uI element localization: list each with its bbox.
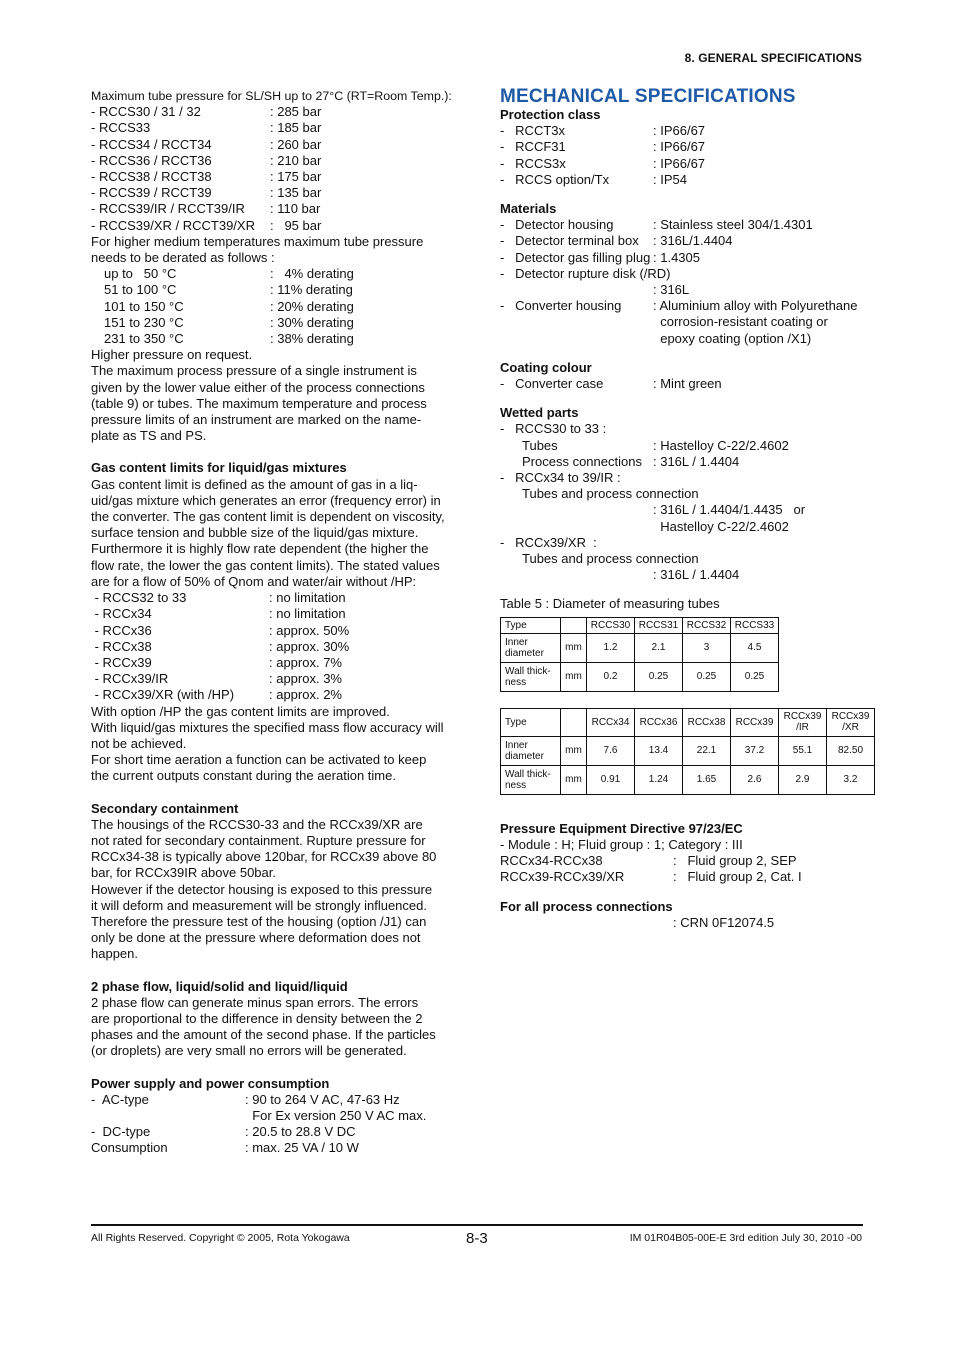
wetted-row-value: : 316L / 1.4404/1.4435 or: [653, 502, 806, 518]
material-row-key: - Detector rupture disk (/RD): [500, 265, 671, 281]
protection-list: [500, 123, 880, 188]
pressure-row: [91, 120, 471, 136]
material-row: [500, 298, 880, 314]
derating-row-value: : 30% derating: [270, 314, 354, 330]
protection-row: [500, 139, 880, 155]
gas-section-title: Gas content limits for liquid/gas mixtures: [91, 460, 347, 476]
pressure-row-key: - RCCS33: [91, 120, 151, 136]
wetted-row: [500, 438, 880, 454]
ped-row-key: RCCx34-RCCx38: [500, 853, 603, 869]
wetted-row: [500, 567, 880, 583]
coating-row-value: : Mint green: [653, 376, 722, 392]
ped-row: [500, 853, 880, 869]
pressure-row: [91, 201, 471, 217]
paragraph-line: happen.: [91, 946, 138, 962]
gas-limit-row: [91, 687, 471, 703]
derating-row-key: 151 to 230 °C: [104, 314, 184, 330]
derating-row: [91, 266, 471, 282]
gas-limit-row-value: : approx. 2%: [269, 687, 342, 703]
table-header-cell: RCCx38: [683, 708, 731, 736]
page-number: 8-3: [466, 1230, 488, 1247]
material-row-key: - Detector terminal box: [500, 233, 639, 249]
table-header-cell: RCCS31: [635, 617, 683, 633]
power-row-key: Consumption: [91, 1140, 168, 1156]
table-row: [501, 736, 875, 765]
table-row: [501, 765, 875, 794]
pressure-row-value: : 175 bar: [270, 169, 322, 185]
pressure-row-value: : 185 bar: [270, 120, 322, 136]
paragraph-line: are proportional to the difference in density between the 2: [91, 1010, 423, 1026]
gas-limit-row: [91, 655, 471, 671]
table-cell: Wall thick-ness: [501, 662, 561, 691]
paragraph-line: it will deform and measurement will be strongly influenced.: [91, 897, 427, 913]
section-header: 8. GENERAL SPECIFICATIONS: [684, 51, 862, 65]
table-cell: 2.1: [635, 633, 683, 662]
power-row-key: [91, 1108, 245, 1124]
protection-row-key: - RCCF31: [500, 139, 566, 155]
material-row-key: - Detector housing: [500, 217, 614, 233]
protection-row-key: - RCCT3x: [500, 123, 565, 139]
material-row-key: - Detector gas filling plug: [500, 249, 651, 265]
power-row-key: - AC-type: [91, 1091, 149, 1107]
paragraph-line: given by the lower value either of the process connections: [91, 379, 425, 395]
protection-row-value: : IP66/67: [653, 155, 706, 171]
power-row: [91, 1140, 471, 1156]
table-cell: Inner diameter: [501, 736, 561, 765]
table-cell: 22.1: [683, 736, 731, 765]
material-row-value: : Aluminium alloy with Polyurethane: [653, 298, 858, 314]
table-cell: Inner diameter: [501, 633, 561, 662]
wetted-row: [500, 454, 880, 470]
table-cell: mm: [561, 736, 587, 765]
table-header-cell: RCCS30: [587, 617, 635, 633]
right-column: [500, 88, 880, 931]
paragraph-line: Furthermore it is highly flow rate dependent (the higher the: [91, 541, 429, 557]
crn-value: : CRN 0F12074.5: [673, 914, 775, 930]
power-row: [91, 1124, 471, 1140]
table-cell: 0.91: [587, 765, 635, 794]
material-row-value: epoxy coating (option /X1): [653, 330, 812, 346]
gas-limit-row-key: - RCCx39/IR: [91, 671, 169, 687]
protection-row-key: - RCCS3x: [500, 155, 566, 171]
pressure-row-key: - RCCS39 / RCCT39: [91, 185, 212, 201]
protection-row: [500, 123, 880, 139]
wetted-row-key: - RCCx34 to 39/IR :: [500, 470, 621, 486]
table-cell: 2.9: [779, 765, 827, 794]
table-header-cell: RCCx36: [635, 708, 683, 736]
table-header-cell: RCCS32: [683, 617, 731, 633]
paragraph-line: surface tension and bubble size of the liquid/gas mixture.: [91, 525, 419, 541]
wetted-row-value: : 316L / 1.4404: [653, 453, 740, 469]
table-cell: 0.2: [587, 662, 635, 691]
gas-limit-row: [91, 671, 471, 687]
derating-row: [91, 315, 471, 331]
table-cell: mm: [561, 662, 587, 691]
wetted-row-key: Tubes and process connection: [522, 551, 699, 567]
protection-row-value: : IP66/67: [653, 123, 706, 139]
material-row-key: [500, 282, 653, 298]
gas-limit-row: [91, 590, 471, 606]
table-cell: 4.5: [731, 633, 779, 662]
paragraph-line: flow rate, the lower the gas content limits). The stated values: [91, 557, 440, 573]
table-row: [501, 662, 779, 691]
derate-intro-2: needs to be derated as follows :: [91, 250, 275, 266]
wetted-row: [500, 421, 880, 437]
wetted-row: [500, 502, 880, 518]
paragraph-line: bar, for RCCx39IR above 50bar.: [91, 865, 276, 881]
gas-limit-row: [91, 639, 471, 655]
gas-paragraph-2: [91, 704, 471, 785]
coating-row: [500, 376, 880, 392]
paragraph-line: the converter. The gas content limit is dependent on viscosity,: [91, 509, 445, 525]
table-header-cell: RCCx39 /IR: [779, 708, 827, 736]
gas-limit-row-key: - RCCx39/XR (with /HP): [91, 687, 235, 703]
material-row-key: - Converter housing: [500, 298, 622, 314]
wetted-row: [500, 519, 880, 535]
wetted-row-value: Hastelloy C-22/2.4602: [653, 518, 789, 534]
pressure-row: [91, 218, 471, 234]
paragraph-line: pressure limits of an instrument are marked on the name-: [91, 412, 422, 428]
materials-list: [500, 217, 880, 347]
paragraph-line: For short time aeration a function can be activated to keep: [91, 752, 427, 768]
gas-paragraph: [91, 477, 471, 590]
gas-limit-row-key: - RCCx39: [91, 654, 152, 670]
pressure-paragraph: [91, 347, 471, 444]
secondary-containment-paragraph: [91, 817, 471, 963]
paragraph-line: Gas content limit is defined as the amount of gas in a liq-: [91, 476, 418, 492]
pressure-row-key: - RCCS36 / RCCT36: [91, 152, 212, 168]
paragraph-line: 2 phase flow can generate minus span errors. The errors: [91, 994, 419, 1010]
protection-row-key: - RCCS option/Tx: [500, 171, 610, 187]
derating-row: [91, 331, 471, 347]
wetted-row-key: [500, 519, 653, 535]
paragraph-line: uid/gas mixture which generates an error (frequency error) in: [91, 492, 441, 508]
table-cell: 1.65: [683, 765, 731, 794]
process-connections-title: For all process connections: [500, 898, 673, 914]
table-header-cell: RCCx39: [731, 708, 779, 736]
derating-row-key: up to 50 °C: [104, 266, 177, 282]
table-header-row: [501, 708, 875, 736]
ped-row-value: : Fluid group 2, Cat. I: [673, 869, 802, 885]
wetted-row: [500, 486, 880, 502]
pressure-row-value: : 135 bar: [270, 185, 322, 201]
derate-intro: For higher medium temperatures maximum tube pressure: [91, 233, 424, 249]
derating-row-key: 231 to 350 °C: [104, 331, 184, 347]
protection-row-value: : IP54: [653, 171, 687, 187]
gas-limit-row-key: - RCCS32 to 33: [91, 590, 187, 606]
paragraph-line: plate as TS and PS.: [91, 428, 207, 444]
pressure-row-key: - RCCS38 / RCCT38: [91, 169, 212, 185]
derating-row-key: 51 to 100 °C: [104, 282, 177, 298]
paragraph-line: not rated for secondary containment. Rupture pressure for: [91, 832, 426, 848]
derating-row: [91, 299, 471, 315]
material-row-key: [500, 331, 653, 347]
table-cell: 13.4: [635, 736, 683, 765]
pressure-row-value: : 210 bar: [270, 152, 322, 168]
derating-row-value: : 20% derating: [270, 298, 354, 314]
wetted-row-key: Tubes and process connection: [522, 486, 699, 502]
pressure-row: [91, 169, 471, 185]
material-row-key: [500, 314, 653, 330]
derating-row-key: 101 to 150 °C: [104, 298, 184, 314]
wetted-row-key: [500, 502, 653, 518]
mechanical-specifications-title: MECHANICAL SPECIFICATIONS: [500, 86, 796, 107]
paragraph-line: only be done at the pressure where deformation does not: [91, 930, 421, 946]
wetted-parts-title: Wetted parts: [500, 405, 579, 421]
table-cell: 37.2: [731, 736, 779, 765]
paragraph-line: The housings of the RCCS30-33 and the RCCx39/XR are: [91, 816, 423, 832]
material-row: [500, 331, 880, 347]
material-row: [500, 233, 880, 249]
tube-table-1: [500, 617, 779, 692]
gas-limit-list: [91, 590, 471, 703]
power-row: [91, 1108, 471, 1124]
gas-limit-row: [91, 623, 471, 639]
table-row: [501, 633, 779, 662]
protection-row: [500, 172, 880, 188]
left-column: [91, 88, 471, 1157]
material-row: [500, 282, 880, 298]
gas-limit-row: [91, 606, 471, 622]
ped-row: [500, 869, 880, 885]
table-header-cell: RCCx39 /XR: [827, 708, 875, 736]
table-cell: 0.25: [683, 662, 731, 691]
pressure-row: [91, 153, 471, 169]
coating-colour-title: Coating colour: [500, 359, 592, 375]
protection-row-value: : IP66/67: [653, 139, 706, 155]
material-row: [500, 217, 880, 233]
table-header-cell: RCCS33: [731, 617, 779, 633]
pressure-row: [91, 137, 471, 153]
gas-limit-row-value: : approx. 7%: [269, 654, 342, 670]
table-header-cell: Type: [501, 617, 561, 633]
table-cell: 1.24: [635, 765, 683, 794]
paragraph-line: Therefore the pressure test of the housing (option /J1) can: [91, 913, 427, 929]
paragraph-line: However if the detector housing is exposed to this pressure: [91, 881, 433, 897]
tube-table-2: [500, 708, 875, 795]
material-row-value: : Stainless steel 304/1.4301: [653, 217, 813, 233]
two-phase-paragraph: [91, 995, 471, 1060]
gas-limit-row-value: : no limitation: [269, 590, 346, 606]
power-row-value: : 20.5 to 28.8 V DC: [245, 1124, 356, 1140]
pressure-row-key: - RCCS30 / 31 / 32: [91, 104, 201, 120]
paragraph-line: The maximum process pressure of a single instrument is: [91, 363, 417, 379]
table-cell: mm: [561, 633, 587, 662]
wetted-row-value: : Hastelloy C-22/2.4602: [653, 437, 789, 453]
power-row-value: : max. 25 VA / 10 W: [245, 1140, 359, 1156]
wetted-parts-list: [500, 421, 880, 583]
pressure-row-key: - RCCS39/IR / RCCT39/IR: [91, 201, 245, 217]
wetted-row-key: Tubes: [522, 437, 558, 453]
table-cell: 0.25: [635, 662, 683, 691]
gas-limit-row-key: - RCCx34: [91, 606, 152, 622]
power-row: [91, 1092, 471, 1108]
gas-limit-row-key: - RCCx38: [91, 638, 152, 654]
ped-row-key: RCCx39-RCCx39/XR: [500, 869, 625, 885]
paragraph-line: (or droplets) are very small no errors will be generated.: [91, 1043, 407, 1059]
pressure-row-value: : 95 bar: [270, 217, 322, 233]
pressure-row-value: : 110 bar: [270, 201, 321, 217]
pressure-row-value: : 285 bar: [270, 104, 322, 120]
paragraph-line: the current outputs constant during the aeration time.: [91, 768, 396, 784]
pressure-list: [91, 104, 471, 234]
material-row-value: : 316L: [653, 282, 690, 298]
material-row: [500, 314, 880, 330]
footer-copyright: All Rights Reserved. Copyright © 2005, Rota Yokogawa: [91, 1232, 350, 1244]
material-row-value: : 316L/1.4404: [653, 233, 733, 249]
table-cell: 55.1: [779, 736, 827, 765]
coating-list: [500, 376, 880, 392]
material-row-value: corrosion-resistant coating or: [653, 314, 828, 330]
table-header-cell: [561, 617, 587, 633]
gas-limit-row-value: : approx. 3%: [269, 671, 342, 687]
coating-row-key: - Converter case: [500, 376, 604, 392]
derating-row: [91, 282, 471, 298]
table-header-cell: RCCx34: [587, 708, 635, 736]
wetted-row: [500, 470, 880, 486]
pressure-row-key: - RCCS34 / RCCT34: [91, 136, 212, 152]
paragraph-line: (table 9) or tubes. The maximum temperature and process: [91, 395, 427, 411]
power-supply-title: Power supply and power consumption: [91, 1075, 330, 1091]
secondary-containment-title: Secondary containment: [91, 800, 239, 816]
wetted-row: [500, 551, 880, 567]
pressure-row-key: - RCCS39/XR / RCCT39/XR: [91, 217, 255, 233]
table-header-cell: Type: [501, 708, 561, 736]
paragraph-line: are for a flow of 50% of Qnom and water/air without /HP:: [91, 573, 417, 589]
pressure-row: [91, 185, 471, 201]
power-row-key: - DC-type: [91, 1124, 151, 1140]
table-header-row: [501, 617, 779, 633]
table-cell: mm: [561, 765, 587, 794]
wetted-row-value: : 316L / 1.4404: [653, 567, 740, 583]
gas-limit-row-key: - RCCx36: [91, 622, 152, 638]
materials-title: Materials: [500, 201, 557, 217]
protection-class-title: Protection class: [500, 107, 601, 122]
table-cell: 7.6: [587, 736, 635, 765]
gas-limit-row-value: : no limitation: [269, 606, 346, 622]
pressure-row-value: : 260 bar: [270, 136, 322, 152]
material-row: [500, 266, 880, 282]
paragraph-line: phases and the amount of the second phase. If the particles: [91, 1027, 436, 1043]
table-caption: Table 5 : Diameter of measuring tubes: [500, 596, 720, 612]
derating-row-value: : 11% derating: [270, 282, 353, 298]
ped-list: [500, 853, 880, 885]
table-cell: 2.6: [731, 765, 779, 794]
paragraph-line: With option /HP the gas content limits are improved.: [91, 703, 390, 719]
table-cell: 82.50: [827, 736, 875, 765]
pressure-row: [91, 104, 471, 120]
material-row-value: : 1.4305: [653, 249, 700, 265]
paragraph-line: not be achieved.: [91, 735, 187, 751]
table-cell: 1.2: [587, 633, 635, 662]
footer-document-id: IM 01R04B05-00E-E 3rd edition July 30, 2010 -00: [629, 1232, 862, 1244]
paragraph-line: With liquid/gas mixtures the specified mass flow accuracy will: [91, 719, 444, 735]
wetted-row-key: - RCCx39/XR :: [500, 534, 597, 550]
derating-row-value: : 38% derating: [270, 331, 354, 347]
power-row-value: For Ex version 250 V AC max.: [245, 1107, 427, 1123]
wetted-row: [500, 535, 880, 551]
paragraph-line: Higher pressure on request.: [91, 347, 253, 363]
wetted-row-key: [500, 567, 653, 583]
protection-row: [500, 156, 880, 172]
material-row: [500, 250, 880, 266]
ped-row-value: : Fluid group 2, SEP: [673, 853, 797, 869]
gas-limit-row-value: : approx. 50%: [269, 622, 350, 638]
pressure-intro: Maximum tube pressure for SL/SH up to 27°C (RT=Room Temp.):: [91, 89, 452, 103]
power-list: [91, 1092, 471, 1157]
derating-row-value: : 4% derating: [270, 266, 354, 282]
paragraph-line: RCCx34-38 is typically above 120bar, for RCCx39 above 80: [91, 849, 437, 865]
ped-title: Pressure Equipment Directive 97/23/EC: [500, 820, 743, 836]
wetted-row-key: - RCCS30 to 33 :: [500, 421, 607, 437]
table-cell: Wall thick-ness: [501, 765, 561, 794]
footer-rule: [91, 1224, 863, 1226]
table-cell: 3.2: [827, 765, 875, 794]
table-cell: 0.25: [731, 662, 779, 691]
table-cell: 3: [683, 633, 731, 662]
power-row-value: : 90 to 264 V AC, 47-63 Hz: [245, 1091, 400, 1107]
two-phase-title: 2 phase flow, liquid/solid and liquid/liquid: [91, 978, 348, 994]
ped-module-line: - Module : H; Fluid group : 1; Category : III: [500, 836, 743, 852]
table-header-cell: [561, 708, 587, 736]
derating-list: [91, 266, 471, 347]
wetted-row-key: Process connections: [522, 453, 642, 469]
gas-limit-row-value: : approx. 30%: [269, 638, 350, 654]
